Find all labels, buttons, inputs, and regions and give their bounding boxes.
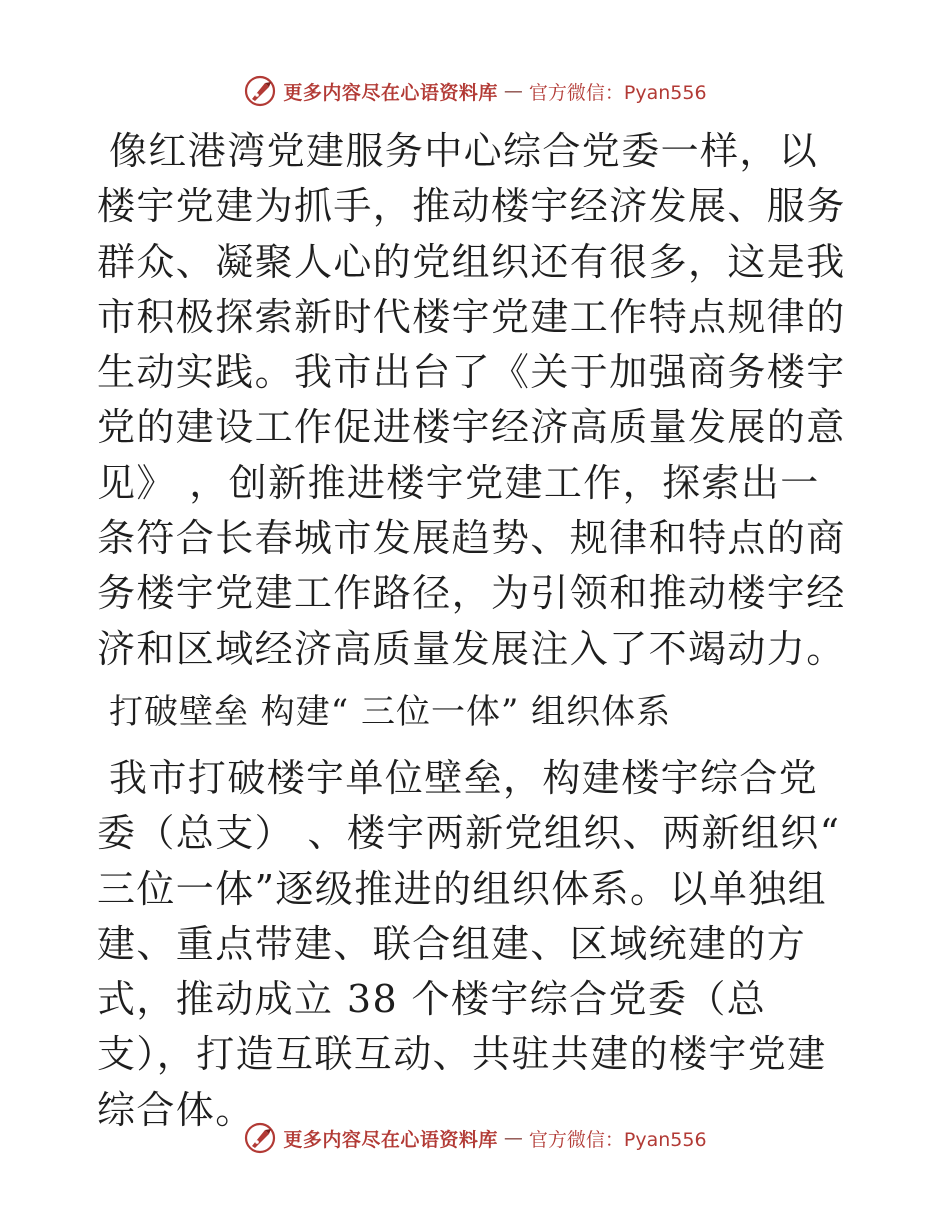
banner-separator: — bbox=[503, 80, 523, 102]
pen-nib-logo-icon bbox=[243, 74, 277, 108]
banner-wechat-label: 官方微信：Pyan556 bbox=[528, 1128, 707, 1151]
banner-text: 更多内容尽在心语资料库 bbox=[283, 81, 498, 104]
banner-wechat-label: 官方微信：Pyan556 bbox=[528, 81, 707, 104]
footer-banner bbox=[0, 1121, 950, 1155]
banner-text: 更多内容尽在心语资料库 bbox=[283, 1128, 498, 1151]
section-paragraph: 我市打破楼宇单位壁垒，构建楼宇综合党委（总支） 、楼宇两新党组织、两新组织“ 三位一体”逐级推进的组织体系。以单独组建、重点带建、联合组建、区域统建的方式，推动成立 38 个楼宇综合党委（总支），打造互联互动、共驻共建的楼宇党建综合体。 bbox=[97, 755, 841, 1132]
section-heading: 打破壁垒 构建“ 三位一体” 组织体系 bbox=[109, 691, 672, 732]
document-body bbox=[97, 124, 857, 1138]
pen-nib-logo-icon bbox=[243, 1121, 277, 1155]
body-paragraph: 像红港湾党建服务中心综合党委一样，以楼宇党建为抓手，推动楼宇经济发展、服务群众、凝聚人心的党组织还有很多，这是我市积极探索新时代楼宇党建工作特点规律的生动实践。我市出台了《关于加强商务楼宇党的建设工作促进楼宇经济高质量发展的意见》 ，创新推进楼宇党建工作，探索出一条符合长春城市发展趋势、规律和特点的商务楼宇党建工作路径，为引领和推动楼宇经济和区域经济高质量发展注入了不竭动力。 bbox=[97, 129, 846, 671]
header-banner bbox=[0, 74, 950, 108]
banner-separator: — bbox=[503, 1127, 523, 1149]
